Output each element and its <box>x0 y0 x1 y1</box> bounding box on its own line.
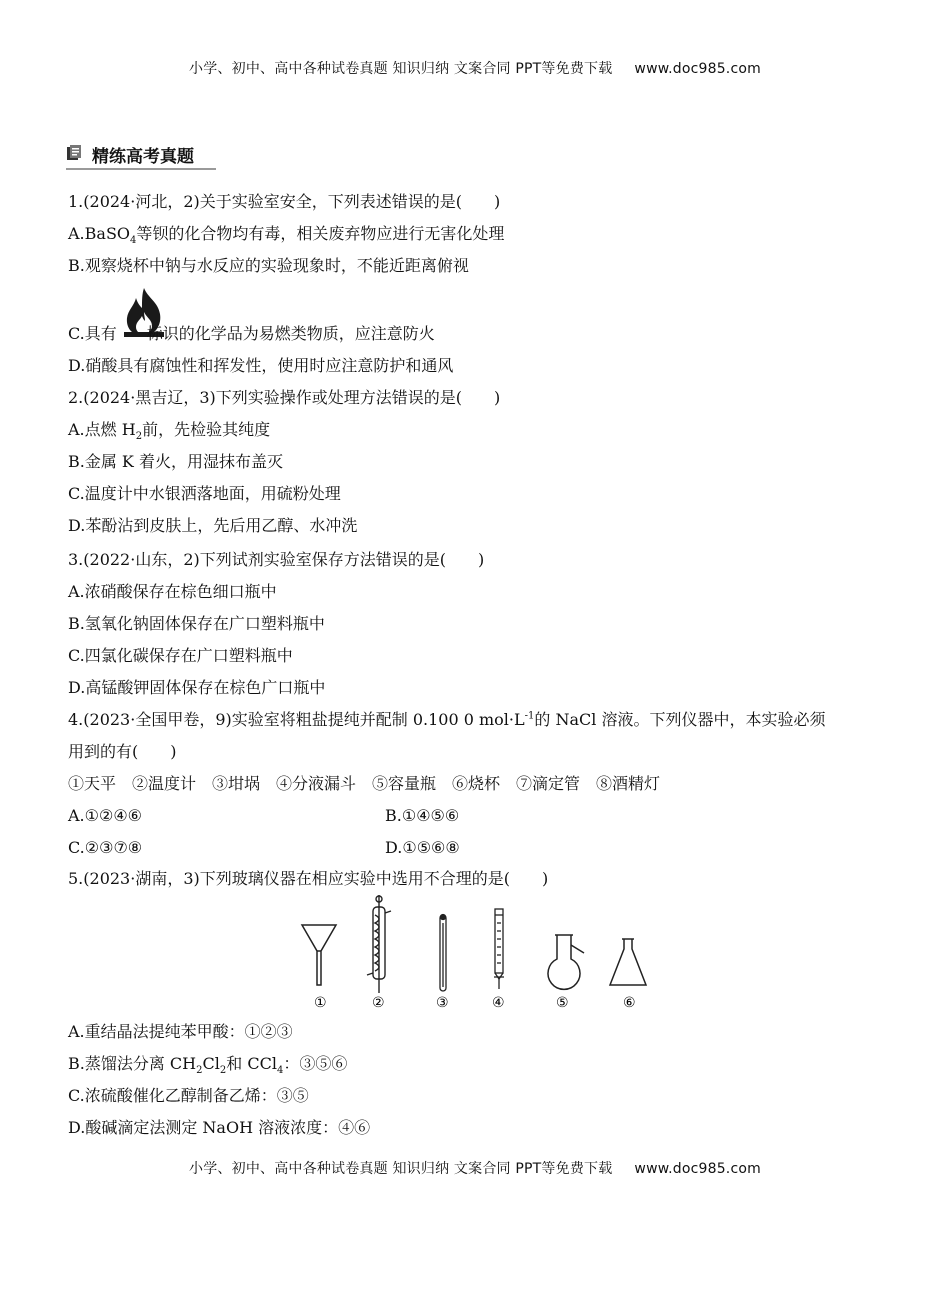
header-url[interactable]: www.doc985.com <box>634 61 761 77</box>
q1-option-c <box>68 324 435 344</box>
distillation-flask-illustration <box>548 935 584 989</box>
q4-stem-sup: -1 <box>524 710 535 722</box>
q2-option-c: C.温度计中水银洒落地面，用硫粉处理 <box>68 484 341 503</box>
q5-option-b <box>68 1054 348 1077</box>
q4-option-b: B.①④⑤⑥ <box>385 806 460 825</box>
q3-option-b: B.氢氧化钠固体保存在广口塑料瓶中 <box>68 614 325 633</box>
q4-stem-line2: 用到的有( ) <box>68 742 177 761</box>
q2-a-sub: 2 <box>135 431 143 443</box>
q4-option-d: D.①⑤⑥⑧ <box>385 838 460 857</box>
q1-option-b: B.观察烧杯中钠与水反应的实验现象时，不能近距离俯视 <box>68 256 469 275</box>
q4-option-c: C.②③⑦⑧ <box>68 838 143 857</box>
q5-b-mid2: 和 CCl <box>226 1054 277 1073</box>
footer-text: 小学、初中、高中各种试卷真题 知识归纳 文案合同 PPT等免费下载 <box>189 1161 613 1177</box>
section-title: 精练高考真题 <box>92 147 194 167</box>
condenser-illustration <box>367 895 391 993</box>
header-text: 小学、初中、高中各种试卷真题 知识归纳 文案合同 PPT等免费下载 <box>189 61 613 77</box>
q2-a-post: 前，先检验其纯度 <box>142 420 271 439</box>
q1-c-post: 标识的化学品为易燃类物质，应注意防火 <box>146 324 435 343</box>
q4-stem-post: 的 NaCl 溶液。下列仪器中，本实验必须 <box>534 710 826 729</box>
q5-b-post: ：③⑤⑥ <box>283 1054 348 1073</box>
label-2: ② <box>372 995 385 1011</box>
glassware-figure <box>290 893 660 1013</box>
q2-option-d: D.苯酚沾到皮肤上，先后用乙醇、水冲洗 <box>68 516 358 535</box>
q5-b-sub1: 2 <box>196 1065 203 1077</box>
q1-a-pre: A.BaSO <box>68 224 131 243</box>
q2-option-b: B.金属 K 着火，用湿抹布盖灭 <box>68 452 283 471</box>
q5-b-pre: B.蒸馏法分离 CH <box>68 1054 197 1073</box>
q4-instruments: ①天平 ②温度计 ③坩埚 ④分液漏斗 ⑤容量瓶 ⑥烧杯 ⑦滴定管 ⑧酒精灯 <box>68 774 661 793</box>
q2-a-pre: A.点燃 H <box>68 420 136 439</box>
q1-stem: 1.(2024·河北，2)关于实验室安全，下列表述错误的是( ) <box>68 192 501 211</box>
page-header <box>0 58 950 78</box>
q5-b-sub3: 4 <box>276 1065 284 1077</box>
q4-stem-pre: 4.(2023·全国甲卷，9)实验室将粗盐提纯并配制 0.100 0 mol·L <box>68 710 525 729</box>
q5-b-sub2: 2 <box>219 1065 227 1077</box>
q5-stem: 5.(2023·湖南，3)下列玻璃仪器在相应实验中选用不合理的是( ) <box>68 869 549 888</box>
label-5: ⑤ <box>556 995 569 1011</box>
q5-option-a: A.重结晶法提纯苯甲酸：①②③ <box>68 1022 293 1041</box>
q4-option-a: A.①②④⑥ <box>68 806 143 825</box>
section-heading <box>66 140 216 170</box>
q2-option-a <box>68 420 271 443</box>
footer-url[interactable]: www.doc985.com <box>634 1161 761 1177</box>
q1-c-pre: C.具有 <box>68 324 117 343</box>
q5-option-c: C.浓硫酸催化乙醇制备乙烯：③⑤ <box>68 1086 309 1105</box>
q4-stem <box>68 710 825 730</box>
q3-stem: 3.(2022·山东，2)下列试剂实验室保存方法错误的是( ) <box>68 550 485 569</box>
q1-a-post: 等钡的化合物均有毒，相关废弃物应进行无害化处理 <box>136 224 505 243</box>
label-3: ③ <box>436 995 449 1011</box>
q3-option-c: C.四氯化碳保存在广口塑料瓶中 <box>68 646 293 665</box>
burette-illustration <box>494 909 504 989</box>
q5-option-d: D.酸碱滴定法测定 NaOH 溶液浓度：④⑥ <box>68 1118 371 1137</box>
funnel-illustration <box>302 925 336 985</box>
label-4: ④ <box>492 995 505 1011</box>
q2-stem: 2.(2024·黑吉辽，3)下列实验操作或处理方法错误的是( ) <box>68 388 501 407</box>
q1-a-sub: 4 <box>130 235 137 247</box>
q1-option-d: D.硝酸具有腐蚀性和挥发性，使用时应注意防护和通风 <box>68 356 454 375</box>
q1-option-a <box>68 224 505 247</box>
label-6: ⑥ <box>623 995 636 1011</box>
conical-flask-illustration <box>610 939 646 985</box>
document-icon <box>66 145 82 161</box>
label-1: ① <box>314 995 327 1011</box>
q3-option-d: D.高锰酸钾固体保存在棕色广口瓶中 <box>68 678 326 697</box>
page-footer <box>0 1158 950 1178</box>
q5-b-mid: Cl <box>202 1054 220 1073</box>
thermometer-illustration <box>440 915 446 992</box>
q3-option-a: A.浓硝酸保存在棕色细口瓶中 <box>68 582 277 601</box>
